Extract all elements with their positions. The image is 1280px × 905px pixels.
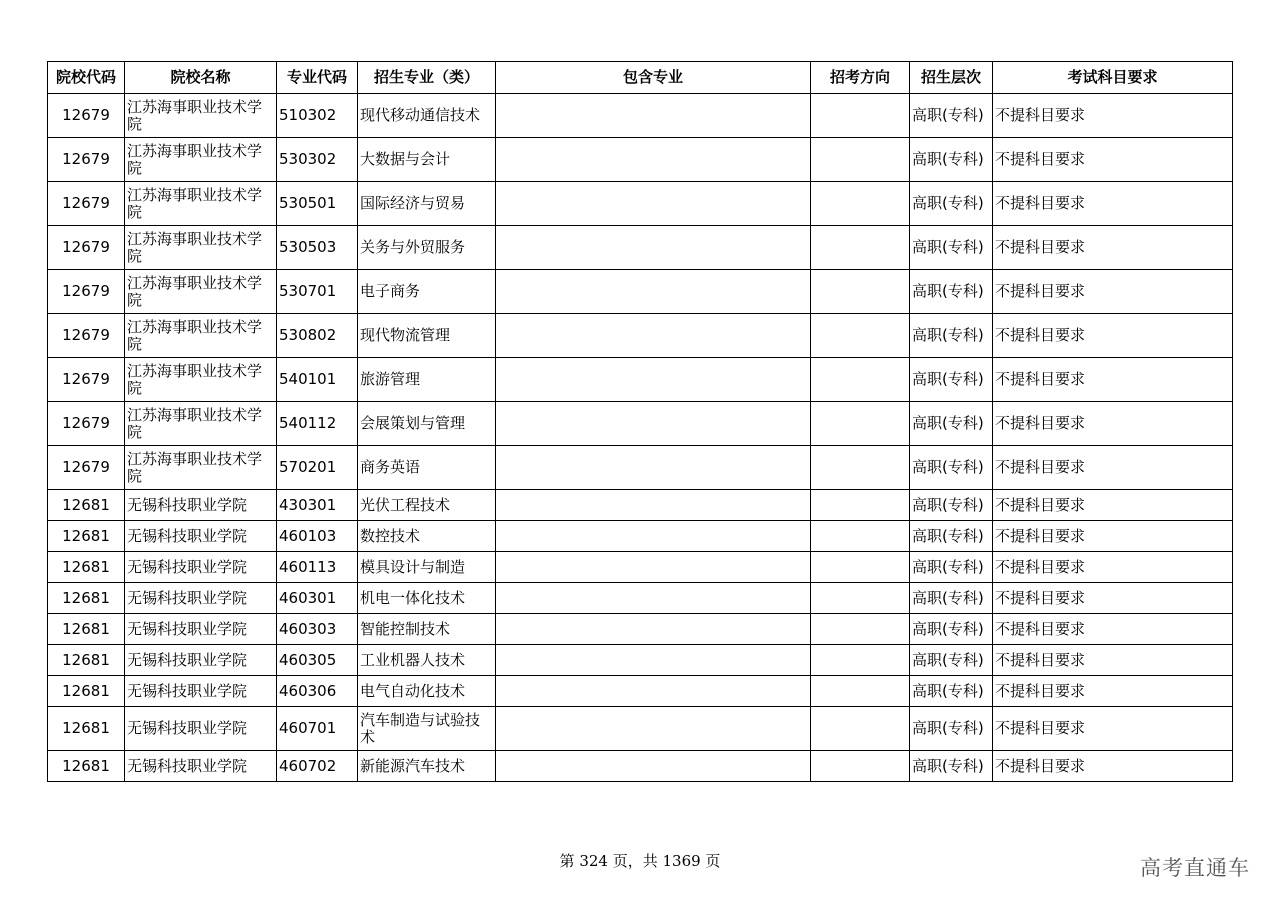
major-code-cell: 570201 <box>277 446 358 490</box>
major-cell: 新能源汽车技术 <box>358 751 496 782</box>
major-cell: 电子商务 <box>358 270 496 314</box>
subject-requirement-cell: 不提科目要求 <box>993 226 1233 270</box>
major-code-cell: 460701 <box>277 707 358 751</box>
school-code-cell: 12679 <box>48 314 125 358</box>
major-code-cell: 460113 <box>277 552 358 583</box>
major-cell: 关务与外贸服务 <box>358 226 496 270</box>
school-code-cell: 12681 <box>48 707 125 751</box>
school-code-cell: 12681 <box>48 645 125 676</box>
direction-cell <box>811 490 910 521</box>
school-code-cell: 12679 <box>48 182 125 226</box>
level-cell: 高职(专科) <box>910 182 993 226</box>
direction-cell <box>811 552 910 583</box>
header-direction: 招考方向 <box>811 62 910 94</box>
included-majors-cell <box>496 226 811 270</box>
direction-cell <box>811 94 910 138</box>
major-code-cell: 460702 <box>277 751 358 782</box>
level-cell: 高职(专科) <box>910 552 993 583</box>
subject-requirement-cell: 不提科目要求 <box>993 490 1233 521</box>
table-row <box>48 676 1233 707</box>
direction-cell <box>811 270 910 314</box>
school-code-cell: 12681 <box>48 751 125 782</box>
major-cell: 工业机器人技术 <box>358 645 496 676</box>
major-code-cell: 460301 <box>277 583 358 614</box>
major-cell: 汽车制造与试验技术 <box>358 707 496 751</box>
table-row <box>48 583 1233 614</box>
school-code-cell: 12681 <box>48 583 125 614</box>
school-code-cell: 12679 <box>48 358 125 402</box>
school-code-cell: 12681 <box>48 521 125 552</box>
included-majors-cell <box>496 583 811 614</box>
level-cell: 高职(专科) <box>910 707 993 751</box>
subject-requirement-cell: 不提科目要求 <box>993 446 1233 490</box>
included-majors-cell <box>496 676 811 707</box>
subject-requirement-cell: 不提科目要求 <box>993 94 1233 138</box>
table-row <box>48 182 1233 226</box>
school-name-cell: 江苏海事职业技术学院 <box>125 358 277 402</box>
level-cell: 高职(专科) <box>910 490 993 521</box>
major-code-cell: 540112 <box>277 402 358 446</box>
subject-requirement-cell: 不提科目要求 <box>993 270 1233 314</box>
school-name-cell: 无锡科技职业学院 <box>125 521 277 552</box>
level-cell: 高职(专科) <box>910 270 993 314</box>
major-code-cell: 460303 <box>277 614 358 645</box>
level-cell: 高职(专科) <box>910 138 993 182</box>
level-cell: 高职(专科) <box>910 94 993 138</box>
included-majors-cell <box>496 751 811 782</box>
direction-cell <box>811 676 910 707</box>
school-name-cell: 江苏海事职业技术学院 <box>125 270 277 314</box>
level-cell: 高职(专科) <box>910 583 993 614</box>
included-majors-cell <box>496 645 811 676</box>
direction-cell <box>811 226 910 270</box>
included-majors-cell <box>496 138 811 182</box>
level-cell: 高职(专科) <box>910 614 993 645</box>
school-name-cell: 无锡科技职业学院 <box>125 490 277 521</box>
direction-cell <box>811 751 910 782</box>
school-code-cell: 12681 <box>48 552 125 583</box>
table-row <box>48 552 1233 583</box>
school-name-cell: 江苏海事职业技术学院 <box>125 314 277 358</box>
direction-cell <box>811 402 910 446</box>
school-name-cell: 无锡科技职业学院 <box>125 751 277 782</box>
school-name-cell: 江苏海事职业技术学院 <box>125 226 277 270</box>
school-code-cell: 12679 <box>48 402 125 446</box>
school-name-cell: 无锡科技职业学院 <box>125 676 277 707</box>
table-row <box>48 521 1233 552</box>
subject-requirement-cell: 不提科目要求 <box>993 521 1233 552</box>
major-code-cell: 430301 <box>277 490 358 521</box>
page-number: 第 324 页，共 1369 页 <box>559 852 721 870</box>
school-name-cell: 无锡科技职业学院 <box>125 614 277 645</box>
level-cell: 高职(专科) <box>910 521 993 552</box>
included-majors-cell <box>496 490 811 521</box>
major-cell: 数控技术 <box>358 521 496 552</box>
level-cell: 高职(专科) <box>910 446 993 490</box>
school-name-cell: 江苏海事职业技术学院 <box>125 402 277 446</box>
direction-cell <box>811 645 910 676</box>
direction-cell <box>811 358 910 402</box>
direction-cell <box>811 583 910 614</box>
admissions-table <box>47 61 1233 782</box>
table-body <box>48 94 1233 782</box>
direction-cell <box>811 314 910 358</box>
included-majors-cell <box>496 358 811 402</box>
major-code-cell: 510302 <box>277 94 358 138</box>
header-subject-requirement: 考试科目要求 <box>993 62 1233 94</box>
header-school-name: 院校名称 <box>125 62 277 94</box>
school-code-cell: 12679 <box>48 446 125 490</box>
included-majors-cell <box>496 552 811 583</box>
major-code-cell: 530501 <box>277 182 358 226</box>
school-name-cell: 江苏海事职业技术学院 <box>125 182 277 226</box>
school-code-cell: 12679 <box>48 94 125 138</box>
subject-requirement-cell: 不提科目要求 <box>993 707 1233 751</box>
major-cell: 旅游管理 <box>358 358 496 402</box>
major-cell: 光伏工程技术 <box>358 490 496 521</box>
subject-requirement-cell: 不提科目要求 <box>993 583 1233 614</box>
school-name-cell: 无锡科技职业学院 <box>125 707 277 751</box>
direction-cell <box>811 521 910 552</box>
major-code-cell: 540101 <box>277 358 358 402</box>
major-code-cell: 530302 <box>277 138 358 182</box>
subject-requirement-cell: 不提科目要求 <box>993 314 1233 358</box>
major-cell: 模具设计与制造 <box>358 552 496 583</box>
included-majors-cell <box>496 446 811 490</box>
table-row <box>48 314 1233 358</box>
major-cell: 商务英语 <box>358 446 496 490</box>
table-row <box>48 490 1233 521</box>
included-majors-cell <box>496 521 811 552</box>
included-majors-cell <box>496 314 811 358</box>
table-row <box>48 751 1233 782</box>
major-cell: 电气自动化技术 <box>358 676 496 707</box>
school-name-cell: 无锡科技职业学院 <box>125 552 277 583</box>
subject-requirement-cell: 不提科目要求 <box>993 645 1233 676</box>
major-code-cell: 460103 <box>277 521 358 552</box>
header-included-majors: 包含专业 <box>496 62 811 94</box>
table-row <box>48 358 1233 402</box>
table-row <box>48 707 1233 751</box>
level-cell: 高职(专科) <box>910 314 993 358</box>
school-code-cell: 12679 <box>48 226 125 270</box>
school-code-cell: 12681 <box>48 490 125 521</box>
major-cell: 国际经济与贸易 <box>358 182 496 226</box>
school-code-cell: 12679 <box>48 138 125 182</box>
school-code-cell: 12681 <box>48 676 125 707</box>
school-code-cell: 12679 <box>48 270 125 314</box>
major-cell: 现代物流管理 <box>358 314 496 358</box>
school-name-cell: 无锡科技职业学院 <box>125 645 277 676</box>
table-row <box>48 614 1233 645</box>
direction-cell <box>811 446 910 490</box>
table-row <box>48 645 1233 676</box>
included-majors-cell <box>496 94 811 138</box>
major-code-cell: 530802 <box>277 314 358 358</box>
major-code-cell: 460305 <box>277 645 358 676</box>
major-cell: 大数据与会计 <box>358 138 496 182</box>
header-school-code: 院校代码 <box>48 62 125 94</box>
major-cell: 智能控制技术 <box>358 614 496 645</box>
watermark-text: 高考直通车 <box>1140 856 1250 880</box>
subject-requirement-cell: 不提科目要求 <box>993 614 1233 645</box>
included-majors-cell <box>496 614 811 645</box>
school-name-cell: 江苏海事职业技术学院 <box>125 446 277 490</box>
table-row <box>48 270 1233 314</box>
school-name-cell: 无锡科技职业学院 <box>125 583 277 614</box>
major-cell: 现代移动通信技术 <box>358 94 496 138</box>
included-majors-cell <box>496 270 811 314</box>
direction-cell <box>811 614 910 645</box>
table-row <box>48 94 1233 138</box>
included-majors-cell <box>496 402 811 446</box>
subject-requirement-cell: 不提科目要求 <box>993 552 1233 583</box>
header-major-code: 专业代码 <box>277 62 358 94</box>
subject-requirement-cell: 不提科目要求 <box>993 751 1233 782</box>
level-cell: 高职(专科) <box>910 645 993 676</box>
table-row <box>48 402 1233 446</box>
major-code-cell: 460306 <box>277 676 358 707</box>
major-code-cell: 530701 <box>277 270 358 314</box>
level-cell: 高职(专科) <box>910 358 993 402</box>
school-code-cell: 12681 <box>48 614 125 645</box>
table-row <box>48 138 1233 182</box>
subject-requirement-cell: 不提科目要求 <box>993 402 1233 446</box>
table-row <box>48 226 1233 270</box>
table-row <box>48 446 1233 490</box>
subject-requirement-cell: 不提科目要求 <box>993 358 1233 402</box>
level-cell: 高职(专科) <box>910 751 993 782</box>
subject-requirement-cell: 不提科目要求 <box>993 138 1233 182</box>
school-name-cell: 江苏海事职业技术学院 <box>125 94 277 138</box>
subject-requirement-cell: 不提科目要求 <box>993 182 1233 226</box>
header-level: 招生层次 <box>910 62 993 94</box>
major-cell: 机电一体化技术 <box>358 583 496 614</box>
direction-cell <box>811 138 910 182</box>
level-cell: 高职(专科) <box>910 402 993 446</box>
level-cell: 高职(专科) <box>910 676 993 707</box>
school-name-cell: 江苏海事职业技术学院 <box>125 138 277 182</box>
subject-requirement-cell: 不提科目要求 <box>993 676 1233 707</box>
included-majors-cell <box>496 182 811 226</box>
header-major: 招生专业（类） <box>358 62 496 94</box>
direction-cell <box>811 707 910 751</box>
table-header-row <box>48 62 1233 94</box>
major-cell: 会展策划与管理 <box>358 402 496 446</box>
direction-cell <box>811 182 910 226</box>
included-majors-cell <box>496 707 811 751</box>
level-cell: 高职(专科) <box>910 226 993 270</box>
major-code-cell: 530503 <box>277 226 358 270</box>
